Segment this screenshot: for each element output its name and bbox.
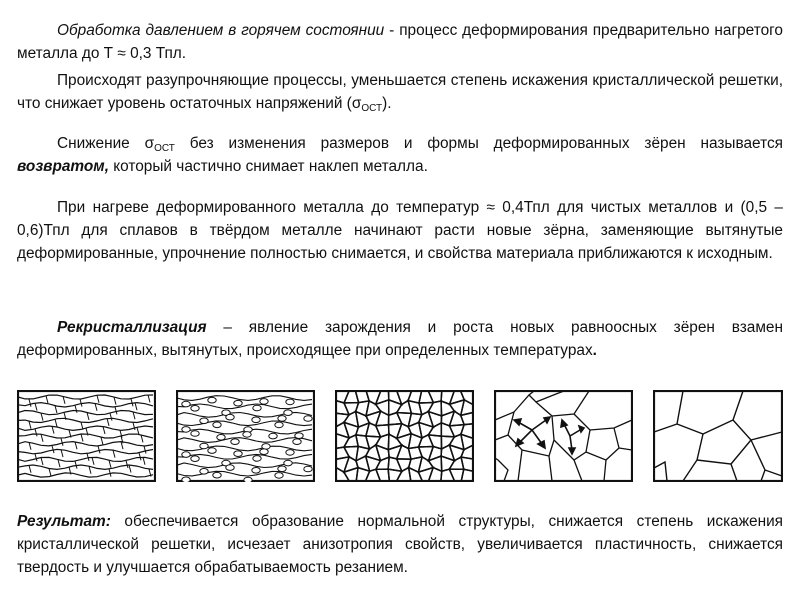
result-term: Результат:	[17, 513, 111, 530]
hot-working-definition	[17, 19, 783, 65]
microstructure-figures	[0, 384, 800, 494]
coarse-grains-structure	[653, 390, 783, 482]
result-text: обеспечивается образование нормальной структуры, снижается степень искажения кристаллической решетки, исчезает анизотропия свойств, увеличивается пластичность, снижается твердость и улучшается обрабатываемость резанием.	[17, 513, 783, 576]
sigma-subscript: ОСТ	[361, 103, 383, 114]
recrystallization-term: Рекристаллизация	[57, 319, 207, 336]
result-paragraph	[17, 510, 783, 579]
hot-working-term: Обработка давлением в горячем состоянии	[57, 22, 385, 39]
hot-working-description: процесс деформирования предварительно нагретого металла до Т ≈ 0,3 Тпл.	[17, 22, 783, 62]
definition-dash: -	[384, 22, 400, 39]
recrystallization-definition	[17, 316, 783, 362]
recrystallization-period: .	[592, 342, 597, 359]
softening-text: Происходят разупрочняющие процессы, уменьшается степень искажения кристаллической решетки, что снижает уровень остаточных напряжений (σ	[17, 72, 783, 112]
softening-processes-paragraph	[17, 69, 783, 115]
recovery-text-start: Снижение σ	[57, 135, 155, 152]
fine-equiaxed-grains-structure	[335, 390, 474, 482]
softening-text-end: ).	[382, 95, 392, 112]
grain-growth-text: При нагреве деформированного металла до температур ≈ 0,4Тпл для чистых металлов и (0,5 – 0,6)Тпл для сплавов в твёрдом металле начинают расти новые зёрна, заменяющие вытянутые деформированные, упрочнение полностью снимается, и свойства материала приближаются к исходным.	[17, 199, 783, 262]
deformed-grains-structure	[17, 390, 156, 482]
grain-growth-arrows-structure	[494, 390, 633, 482]
grain-growth-paragraph	[17, 196, 783, 265]
new-grain-nucleation-structure	[176, 390, 315, 482]
sigma-subscript: ОСТ	[154, 143, 175, 154]
recrystallization-text: – явление зарождения и роста новых равноосных зёрен взамен деформированных, вытянутых, происходящее при определенных температурах	[17, 319, 783, 359]
recovery-paragraph	[17, 132, 783, 178]
recovery-text-end: который частично снимает наклеп металла.	[108, 158, 428, 175]
recovery-term: возвратом,	[17, 158, 109, 175]
recovery-text-mid: без изменения размеров и формы деформированных зёрен называется	[174, 135, 783, 152]
